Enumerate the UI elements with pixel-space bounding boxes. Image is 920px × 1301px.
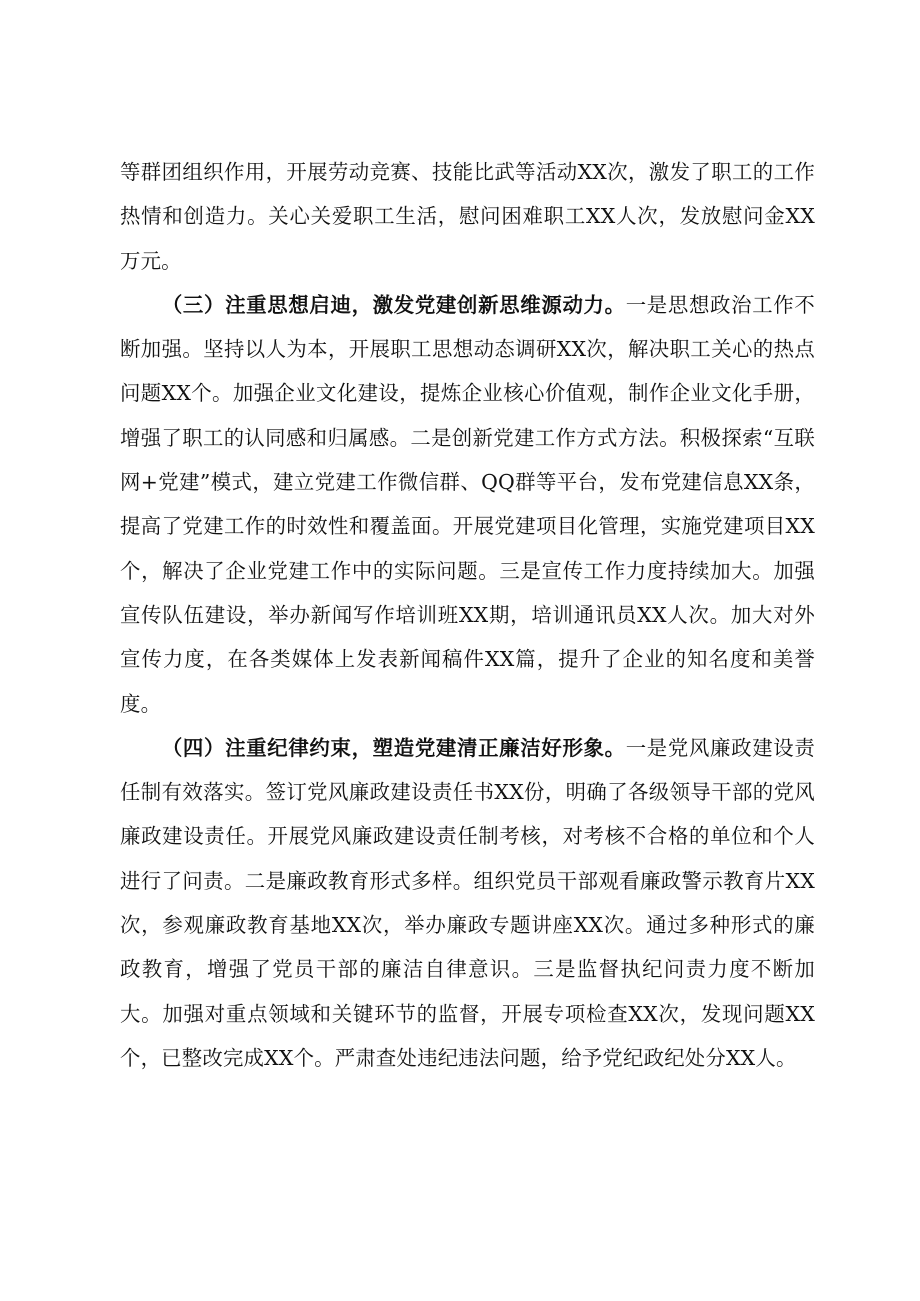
paragraph-text: 等群团组织作用，开展劳动竞赛、技能比武等活动XX次，激发了职工的工作热情和创造力。关心关爱职工生活，慰问困难职工XX人次，发放慰问金XX万元。 <box>120 160 815 273</box>
paragraph-text: 一是党风廉政建设责任制有效落实。签订党风廉政建设责任书XX份，明确了各级领导干部的党风廉政建设责任。开展党风廉政建设责任制考核，对考核不合格的单位和个人进行了问责。二是廉政教育形式多样。组织党员干部观看廉政警示教育片XX次，参观廉政教育基地XX次，举办廉政专题讲座XX次。通过多种形式的廉政教育，增强了党员干部的廉洁自律意识。三是监督执纪问责力度不断加大。加强对重点领域和关键环节的监督，开展专项检查XX次，发现问题XX个，已整改完成XX个。严肃查处违纪违法问题，给予党纪政纪处分XX人。 <box>120 735 815 1070</box>
paragraph-continuation <box>120 150 815 283</box>
paragraph-section-3 <box>120 283 815 726</box>
document-body <box>120 150 815 1080</box>
paragraph-section-4 <box>120 726 815 1080</box>
section-heading-3: （三）注重思想启迪，激发党建创新思维源动力。 <box>161 292 626 317</box>
section-heading-4: （四）注重纪律约束，塑造党建清正廉洁好形象。 <box>161 735 626 760</box>
paragraph-text: 一是思想政治工作不断加强。坚持以人为本，开展职工思想动态调研XX次，解决职工关心的热点问题XX个。加强企业文化建设，提炼企业核心价值观，制作企业文化手册，增强了职工的认同感和归属感。二是创新党建工作方式方法。积极探索“互联网+党建”模式，建立党建工作微信群、QQ群等平台，发布党建信息XX条，提高了党建工作的时效性和覆盖面。开展党建项目化管理，实施党建项目XX个，解决了企业党建工作中的实际问题。三是宣传工作力度持续加大。加强宣传队伍建设，举办新闻写作培训班XX期，培训通讯员XX人次。加大对外宣传力度，在各类媒体上发表新闻稿件XX篇，提升了企业的知名度和美誉度。 <box>120 292 815 716</box>
